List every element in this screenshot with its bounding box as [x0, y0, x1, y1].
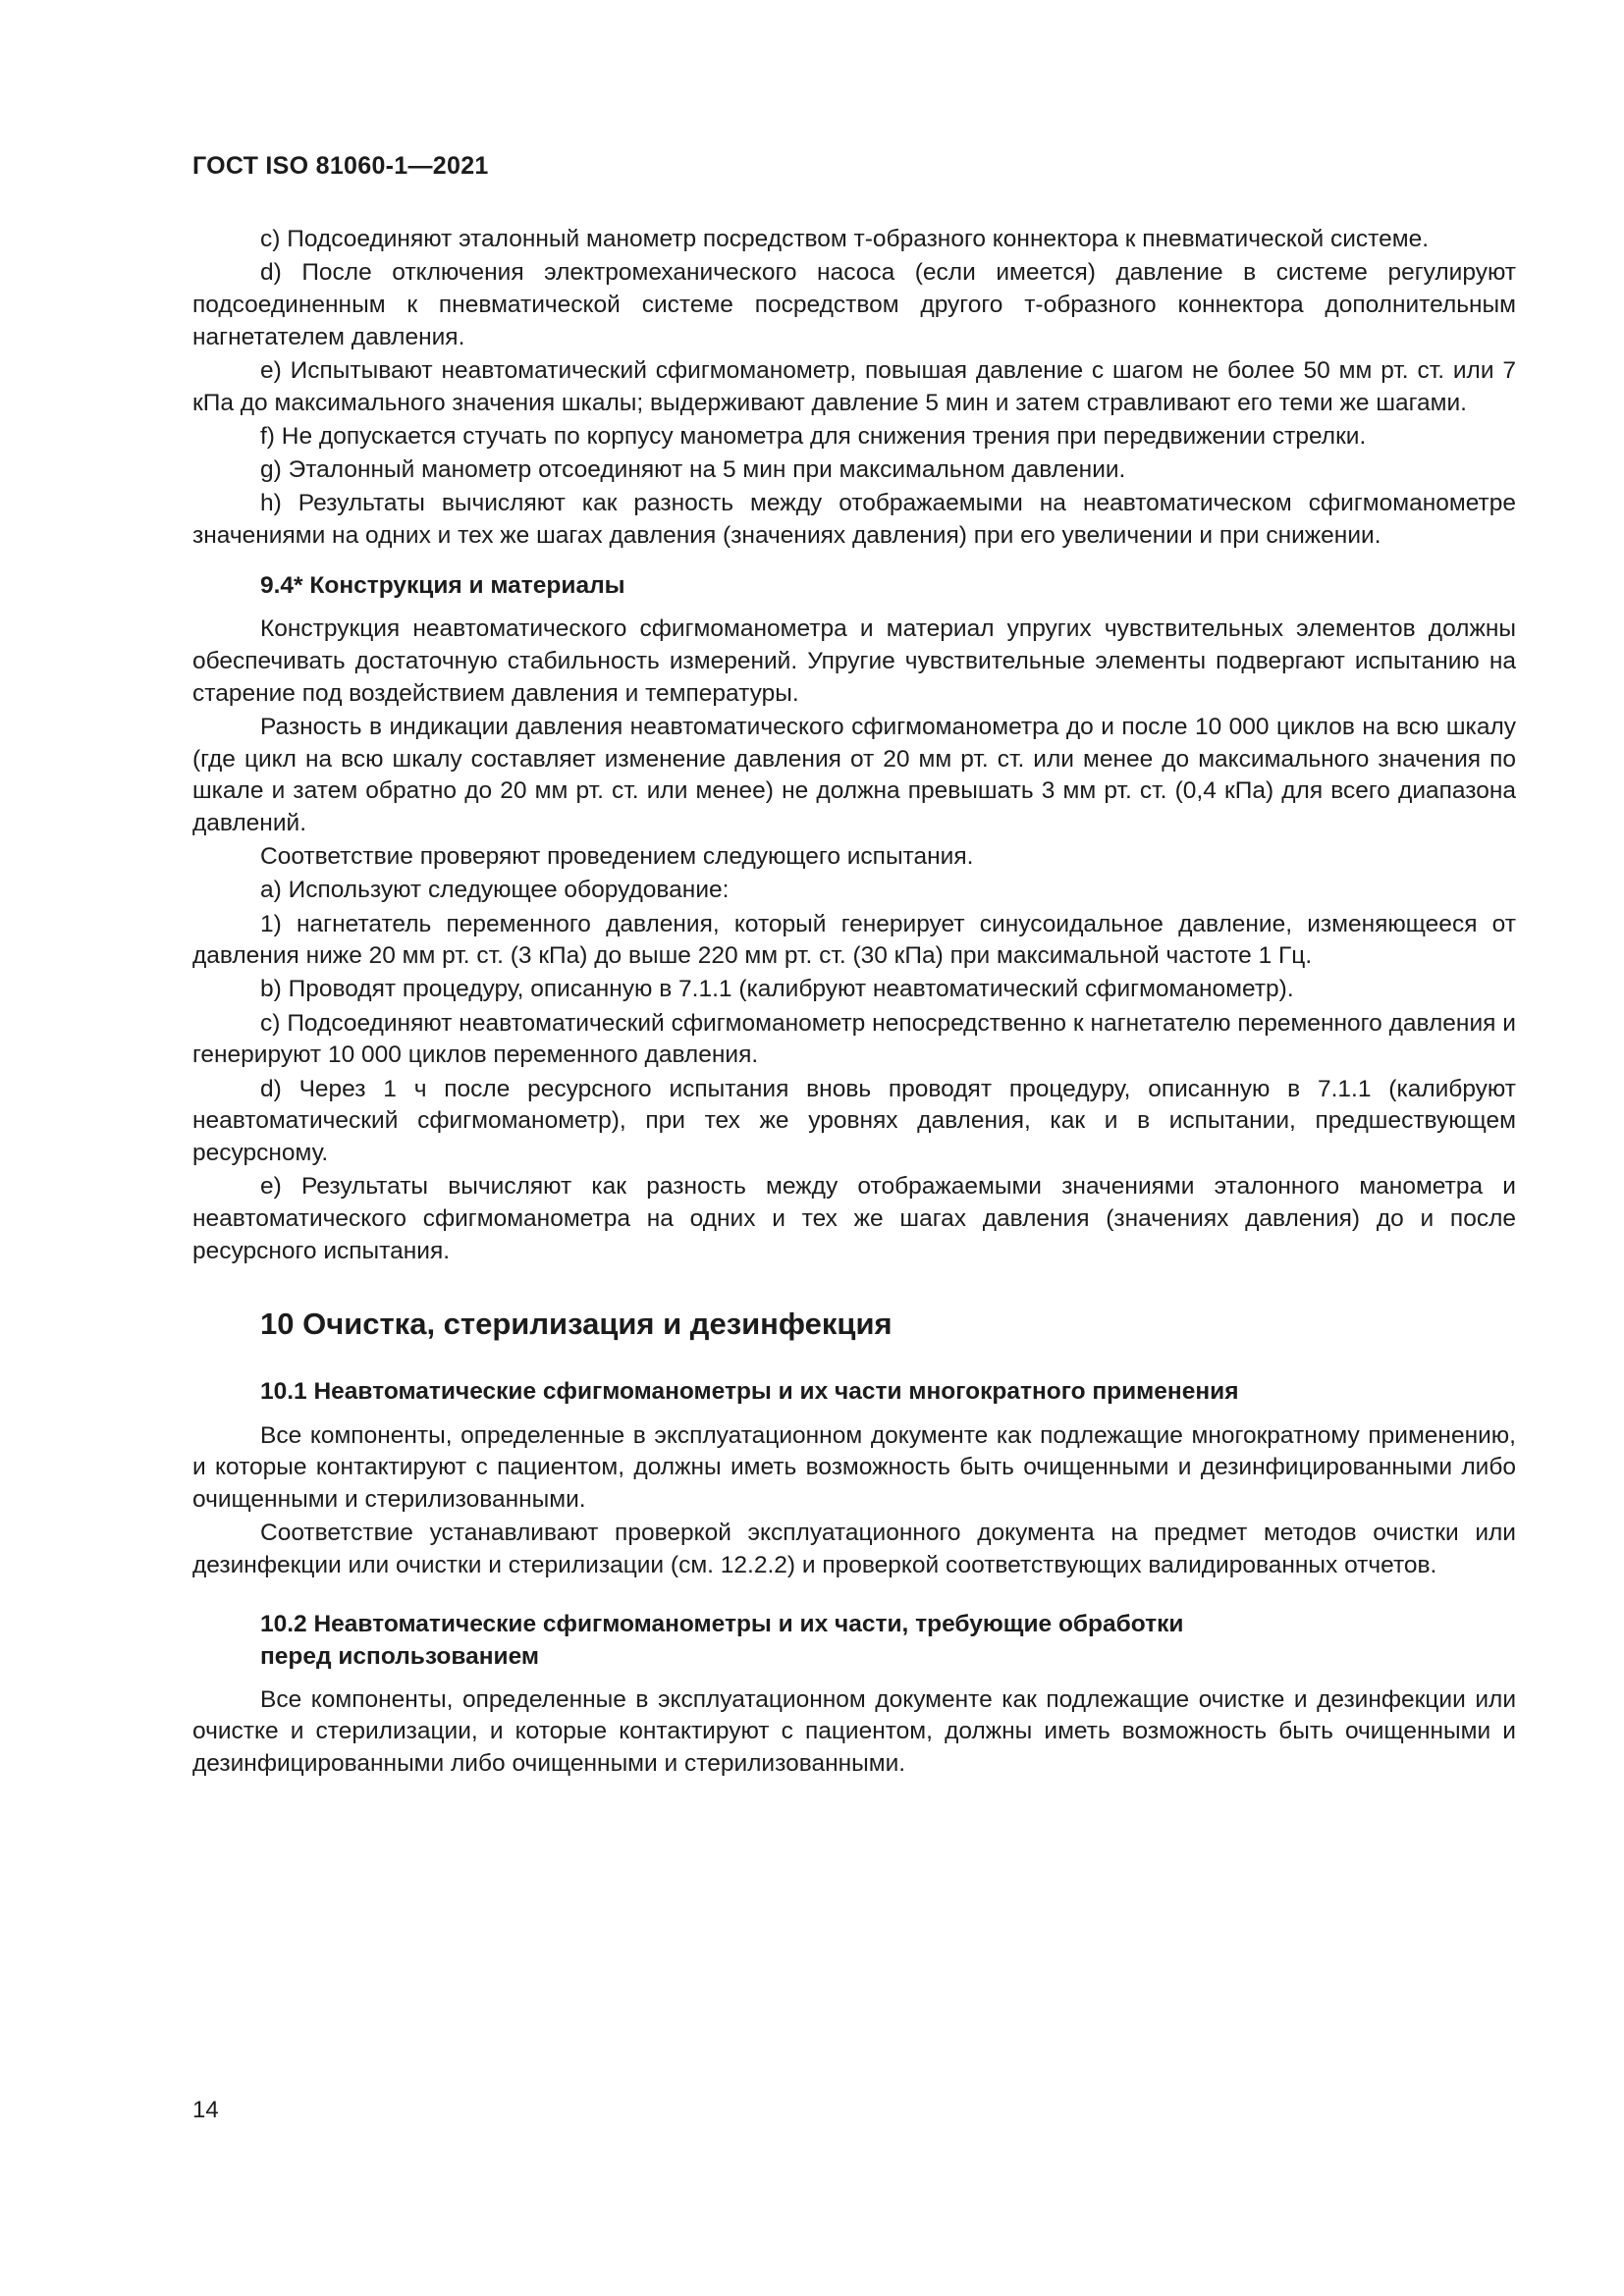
paragraph: c) Подсоединяют эталонный манометр посредством т-образного коннектора к пневматической системе.	[260, 226, 1430, 252]
section-heading-10: 10 Очистка, стерилизация и дезинфекция	[260, 1307, 893, 1342]
paragraph: Конструкция неавтоматического сфигмоманометра и материал упругих чувствительных элементов должны обеспечивать достаточную стабильность измерений. Упругие чувствительные элементы подвергают испытанию на старение под воздействием давления и температуры.	[192, 615, 1516, 707]
document-header: ГОСТ ISO 81060-1—2021	[192, 152, 489, 180]
paragraph: a) Используют следующее оборудование:	[260, 877, 730, 904]
paragraph: 1) нагнетатель переменного давления, который генерирует синусоидальное давление, изменяющееся от давления ниже 20 мм рт. ст. (3 кПа) до выше 220 мм рт. ст. (30 кПа) при максимальной частоте 1 Гц.	[192, 910, 1516, 970]
section-heading-9-4: 9.4* Конструкция и материалы	[260, 571, 625, 599]
paragraph: g) Эталонный манометр отсоединяют на 5 мин при максимальном давлении.	[260, 455, 1126, 483]
paragraph: h) Результаты вычисляют как разность между отображаемыми на неавтоматическом сфигмоманометре значениями на одних и тех же шагах давления (значениях давления) при его увеличении и при снижении.	[192, 490, 1516, 549]
paragraph: d) После отключения электромеханического насоса (если имеется) давление в системе регулируют подсоединенным к пневматической системе посредством другого т-образного коннектора дополнительным нагнетателем давления.	[192, 259, 1516, 350]
paragraph: c) Подсоединяют неавтоматический сфигмоманометр непосредственно к нагнетателю переменного давления и генерируют 10 000 циклов переменного давления.	[192, 1009, 1516, 1069]
paragraph: b) Проводят процедуру, описанную в 7.1.1 (калибруют неавтоматический сфигмоманометр).	[260, 976, 1294, 1003]
section-heading-10-2-line1: 10.2 Неавтоматические сфигмоманометры и их части, требующие обработки	[260, 1610, 1184, 1637]
paragraph: e) Результаты вычисляют как разность между отображаемыми значениями эталонного манометра и неавтоматического сфигмоманометра на одних и тех же шагах давления (значениях давления) до и после ресурсного испытания.	[192, 1173, 1516, 1264]
page-number: 14	[192, 2097, 219, 2123]
section-heading-10-2-line2: перед использованием	[260, 1642, 540, 1670]
section-heading-10-2	[260, 1608, 1516, 1673]
section-heading-10-1: 10.1 Неавтоматические сфигмоманометры и их части многократного применения	[260, 1378, 1239, 1405]
paragraph: Все компоненты, определенные в эксплуатационном документе как подлежащие многократному применению, и которые контактируют с пациентом, должны иметь возможность быть очищенными и дезинфицированными либо очищенными и стерилизованными.	[192, 1421, 1516, 1514]
paragraph: Все компоненты, определенные в эксплуатационном документе как подлежащие очистке и дезинфекции или очистке и стерилизации, и которые контактируют с пациентом, должны иметь возможность быть очищенными и дезинфицированными либо очищенными и стерилизованными.	[192, 1685, 1516, 1778]
paragraph: Разность в индикации давления неавтоматического сфигмоманометра до и после 10 000 циклов на всю шкалу (где цикл на всю шкалу составляет изменение давления от 20 мм рт. ст. или менее до максимального значения по шкале и затем обратно до 20 мм рт. ст. или менее) не должна превышать 3 мм рт. ст. (0,4 кПа) для всего диапазона давлений.	[192, 713, 1516, 836]
paragraph: Соответствие проверяют проведением следующего испытания.	[260, 843, 974, 871]
paragraph: f) Не допускается стучать по корпусу манометра для снижения трения при передвижении стрелки.	[260, 422, 1367, 450]
paragraph: d) Через 1 ч после ресурсного испытания вновь проводят процедуру, описанную в 7.1.1 (калибруют неавтоматический сфигмоманометр), при тех же уровнях давления, как и в испытании, предшествующем ресурсному.	[192, 1075, 1516, 1166]
paragraph: e) Испытывают неавтоматический сфигмоманометр, повышая давление с шагом не более 50 мм рт. ст. или 7 кПа до максимального значения шкалы; выдерживают давление 5 мин и затем стравливают его теми же шагами.	[192, 356, 1516, 416]
paragraph: Соответствие устанавливают проверкой эксплуатационного документа на предмет методов очистки или дезинфекции или очистки и стерилизации (см. 12.2.2) и проверкой соответствующих валидированных отчетов.	[192, 1520, 1516, 1579]
document-body	[192, 224, 1516, 1782]
